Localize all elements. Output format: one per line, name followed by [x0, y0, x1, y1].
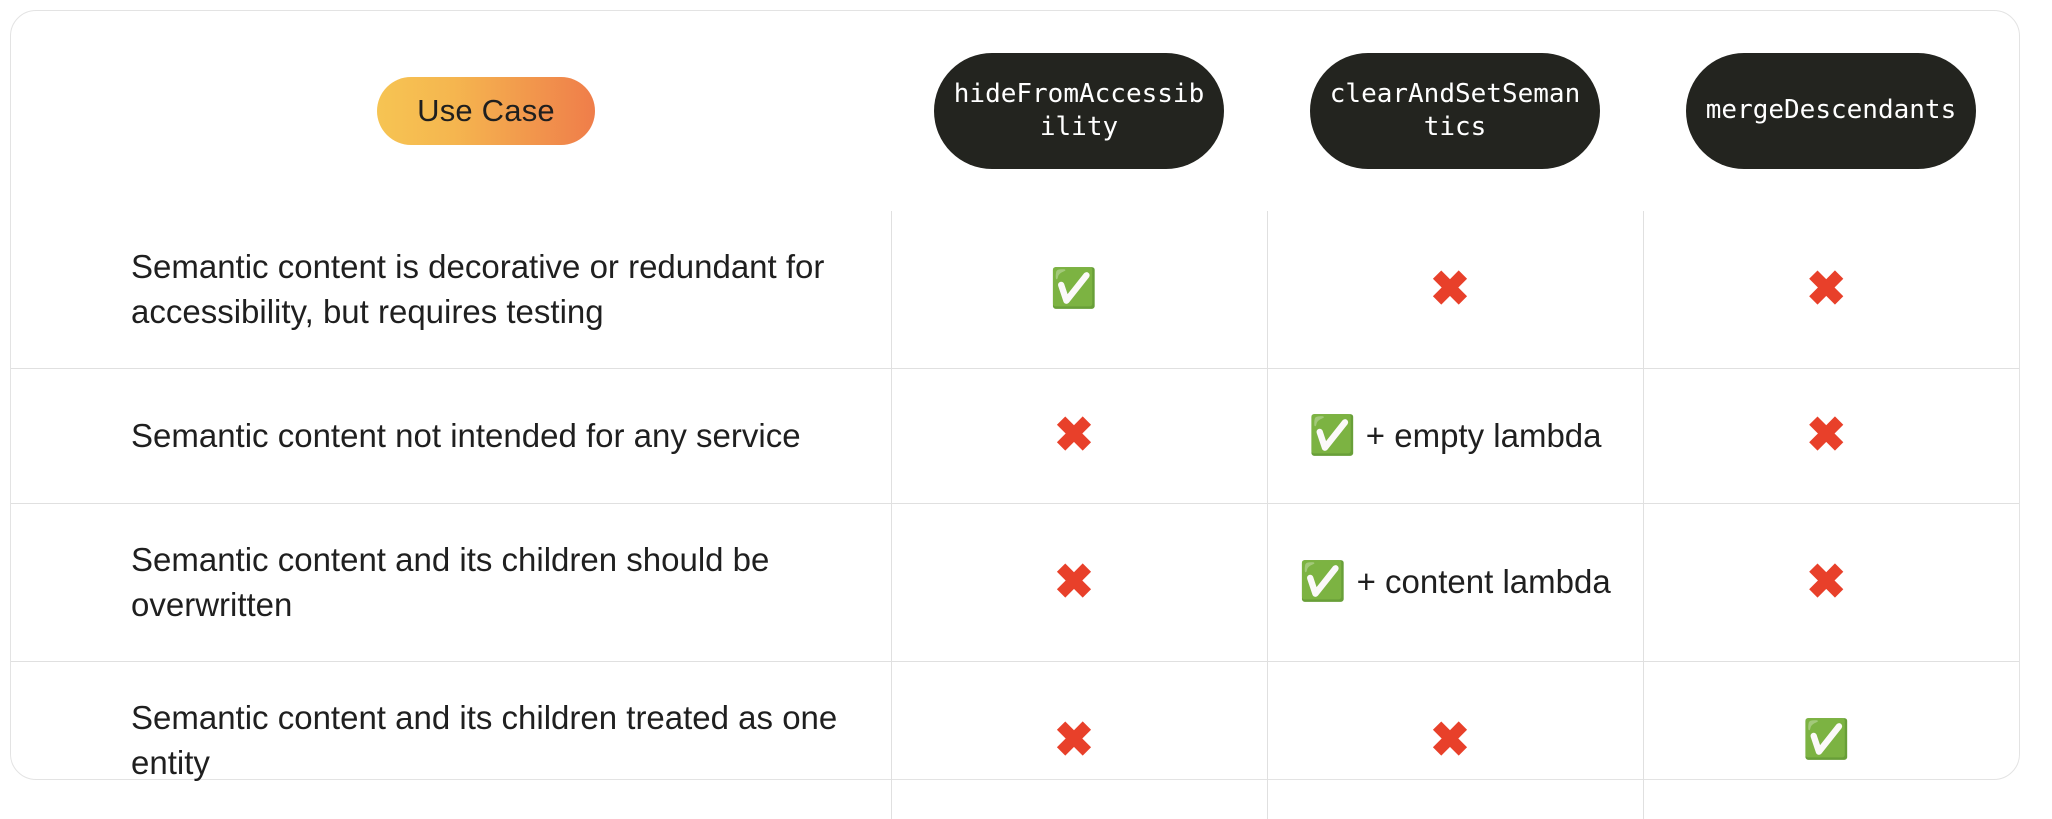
- table-header: [11, 11, 2019, 211]
- check-icon: ✅: [1308, 414, 1356, 457]
- cross-icon: ✖: [1806, 409, 1847, 463]
- semantics-comparison-table: [11, 11, 2019, 819]
- use-case-cell: Semantic content is decorative or redundant for accessibility, but requires testing: [11, 211, 891, 369]
- cross-icon: ✖: [1429, 262, 1471, 316]
- value-note: + empty lambda: [1365, 416, 1602, 454]
- value-group: [1429, 713, 1480, 767]
- table-row: [11, 504, 2019, 662]
- value-group: [1429, 262, 1480, 316]
- value-cell: [1267, 211, 1643, 369]
- table-row: [11, 369, 2019, 504]
- value-group: [1806, 409, 1856, 463]
- api-pill-mergedescendants: mergeDescendants: [1686, 53, 1976, 169]
- header-use-case: [11, 11, 891, 211]
- value-group: [1053, 713, 1104, 767]
- header-row: [11, 11, 2019, 211]
- value-cell: [1643, 504, 2019, 662]
- value-group: [1308, 414, 1602, 457]
- table-row: [11, 662, 2019, 819]
- value-cell: [891, 211, 1267, 369]
- cross-icon: ✖: [1053, 555, 1095, 609]
- check-icon: ✅: [1050, 268, 1098, 311]
- value-group: [1299, 561, 1611, 604]
- cross-icon: ✖: [1429, 713, 1471, 767]
- value-cell: [1267, 504, 1643, 662]
- use-case-cell: Semantic content not intended for any service: [11, 369, 891, 504]
- value-group: [1050, 268, 1107, 311]
- value-cell: [1643, 662, 2019, 819]
- value-cell: [1643, 369, 2019, 504]
- header-hide-from-accessibility: [891, 11, 1267, 211]
- value-cell: [891, 662, 1267, 819]
- table-body: [11, 211, 2019, 819]
- value-group: [1053, 555, 1104, 609]
- cross-icon: ✖: [1806, 262, 1847, 316]
- comparison-card: [10, 10, 2020, 780]
- value-cell: [1267, 369, 1643, 504]
- header-merge-descendants: [1643, 11, 2019, 211]
- value-note: + content lambda: [1356, 563, 1611, 601]
- use-case-cell: Semantic content and its children treated as one entity: [11, 662, 891, 819]
- value-group: [1806, 555, 1856, 609]
- value-group: [1806, 262, 1856, 316]
- value-cell: [1267, 662, 1643, 819]
- cross-icon: ✖: [1053, 713, 1095, 767]
- cross-icon: ✖: [1806, 555, 1847, 609]
- cross-icon: ✖: [1053, 409, 1095, 463]
- table-row: [11, 211, 2019, 369]
- use-case-cell: Semantic content and its children should be overwritten: [11, 504, 891, 662]
- check-icon: ✅: [1802, 719, 1850, 762]
- use-case-pill: Use Case: [377, 77, 595, 145]
- api-pill-clearandsetsemantics: clearAndSetSemantics: [1310, 53, 1600, 169]
- value-group: [1802, 719, 1860, 762]
- value-cell: [1643, 211, 2019, 369]
- value-cell: [891, 369, 1267, 504]
- check-icon: ✅: [1299, 561, 1347, 604]
- value-group: [1053, 409, 1104, 463]
- value-cell: [891, 504, 1267, 662]
- api-pill-hidefromaccessibility: hideFromAccessibility: [934, 53, 1224, 169]
- header-clear-and-set-semantics: [1267, 11, 1643, 211]
